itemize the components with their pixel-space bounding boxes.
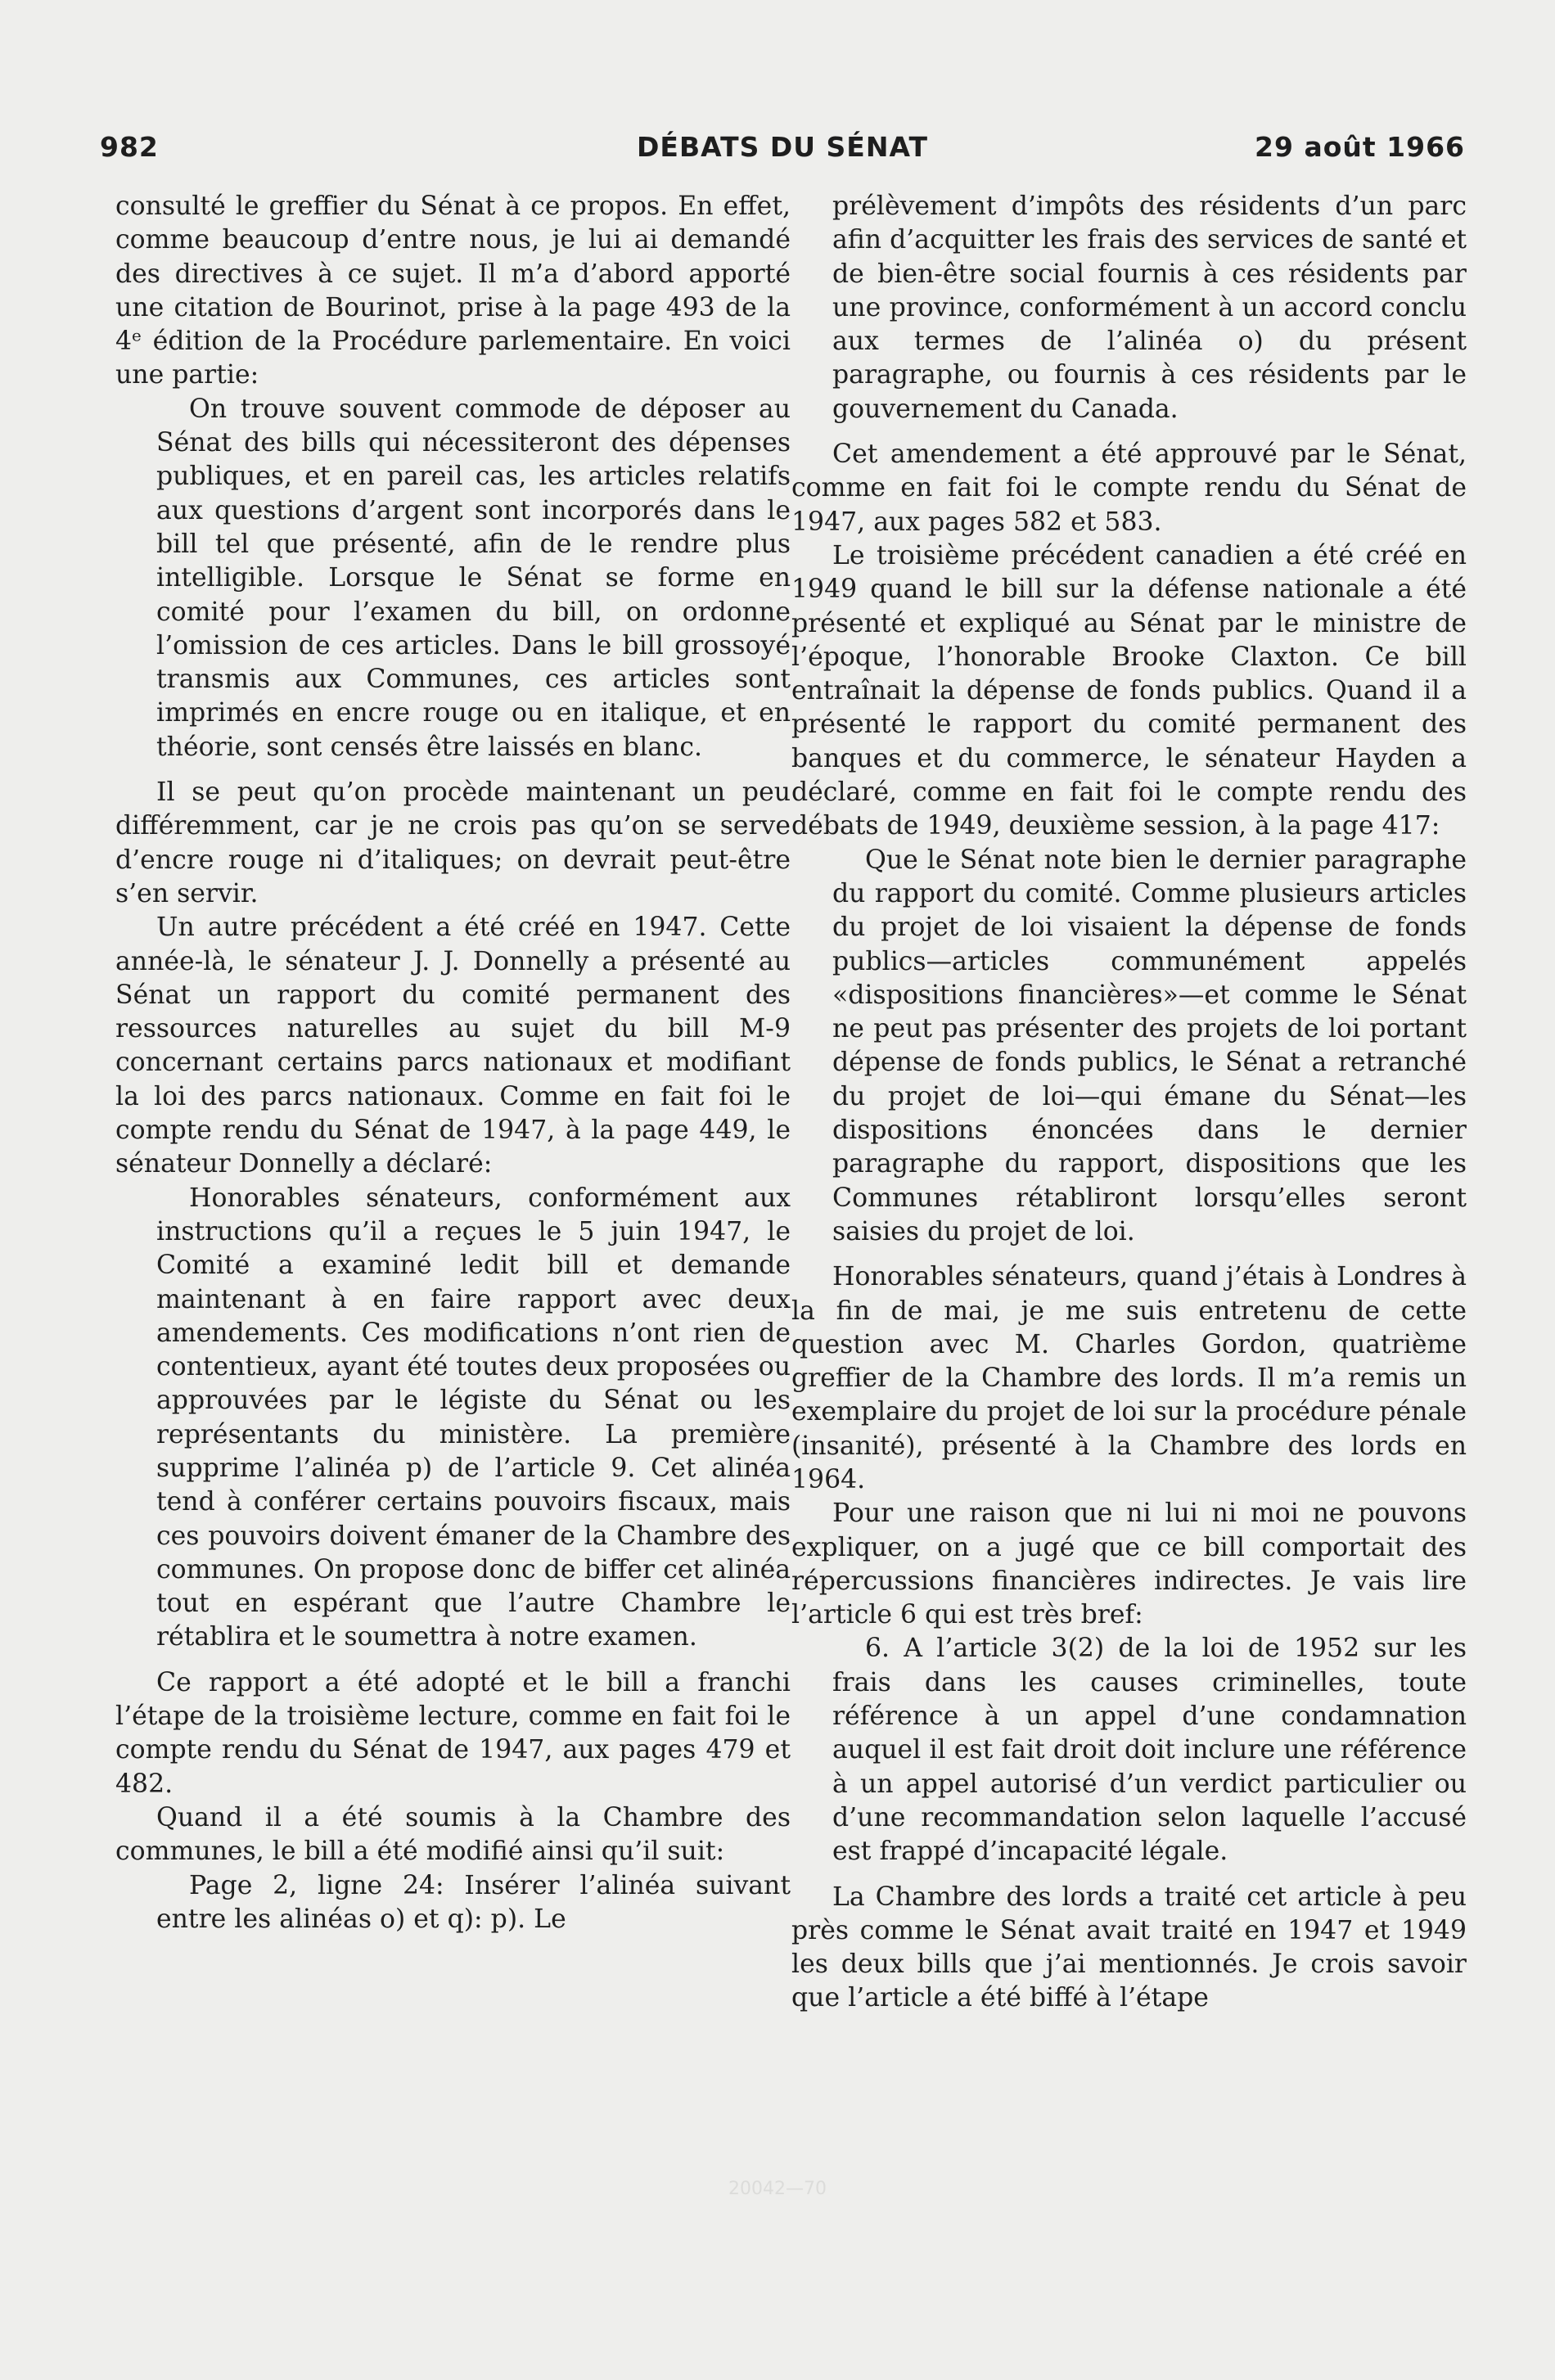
right-column	[791, 190, 1467, 2016]
left-column	[115, 190, 791, 1936]
paragraph: La Chambre des lords a traité cet article à peu près comme le Sénat avait traité en 1947 et 1949 les deux bills que j’ai mentionnés. Je crois savoir que l’article a été biffé à l’étape	[791, 1882, 1467, 2013]
page-number: 982	[100, 131, 159, 163]
paragraph: Il se peut qu’on procède maintenant un peu différemment, car je ne crois pas qu’on se serve d’encre rouge ni d’italiques; on devrait peut-être s’en servir.	[115, 778, 791, 908]
block-quote: Page 2, ligne 24: Insérer l’alinéa suivant entre les alinéas o) et q): p). Le	[156, 1870, 791, 1934]
paragraph: Pour une raison que ni lui ni moi ne pouvons expliquer, on a jugé que ce bill comportait des répercussions financières indirectes. Je vais lire l’article 6 qui est très bref:	[791, 1499, 1467, 1630]
page-header	[100, 131, 1465, 177]
paragraph: Quand il a été soumis à la Chambre des communes, le bill a été modifié ainsi qu’il suit:	[115, 1802, 791, 1867]
block-quote: Que le Sénat note bien le dernier paragraphe du rapport du comité. Comme plusieurs articles du projet de loi visaient la dépense de fonds publics—articles communément appelés «dispositions financières»—et comme le Sénat ne peut pas présenter des projets de loi portant dépense de fonds publics, le Sénat a retranché du projet de loi—qui émane du Sénat—les dispositions énoncées dans le dernier paragraphe du rapport, dispositions que les Communes rétabliront lorsqu’elles seront saisies du projet de loi.	[832, 845, 1467, 1246]
block-quote: On trouve souvent commode de déposer au Sénat des bills qui nécessiteront des dépenses publiques, et en pareil cas, les articles relatifs aux questions d’argent sont incorporés dans le bill tel que présenté, afin de le rendre plus intelligible. Lorsque le Sénat se forme en comité pour l’examen du bill, on ordonne l’omission de ces articles. Dans le bill grossoyé transmis aux Communes, ces articles sont imprimés en encre rouge ou en italique, et en théorie, sont censés être laissés en blanc.	[156, 394, 791, 762]
page-date: 29 août 1966	[1255, 131, 1465, 163]
paragraph: Un autre précédent a été créé en 1947. Cette année-là, le sénateur J. J. Donnelly a présenté au Sénat un rapport du comité permanent des ressources naturelles au sujet du bill M-9 concernant certains parcs nationaux et modifiant la loi des parcs nationaux. Comme en fait foi le compte rendu du Sénat de 1947, à la page 449, le sénateur Donnelly a déclaré:	[115, 913, 791, 1179]
running-title: DÉBATS DU SÉNAT	[637, 131, 928, 163]
paragraph: Cet amendement a été approuvé par le Sénat, comme en fait foi le compte rendu du Sénat de 1947, aux pages 582 et 583.	[791, 439, 1467, 537]
block-quote: 6. A l’article 3(2) de la loi de 1952 sur les frais dans les causes criminelles, toute référence à un appel d’une condamnation auquel il est fait droit doit inclure une référence à un appel autorisé d’un verdict particulier ou d’une recommandation selon laquelle l’accusé est frappé d’incapacité légale.	[832, 1634, 1467, 1867]
paragraph: Le troisième précédent canadien a été créé en 1949 quand le bill sur la défense nationale a été présenté et expliqué au Sénat par le ministre de l’époque, l’honorable Brooke Claxton. Ce bill entraînait la dépense de fonds publics. Quand il a présenté le rapport du comité permanent des banques et du commerce, le sénateur Hayden a déclaré, comme en fait foi le compte rendu des débats de 1949, deuxième session, à la page 417:	[791, 540, 1467, 841]
footer-mark: 20042—70	[728, 2179, 827, 2199]
block-quote: prélèvement d’impôts des résidents d’un parc afin d’acquitter les frais des services de santé et de bien-être social fournis à ces résidents par une province, conformément à un accord conclu aux termes de l’alinéa o) du présent paragraphe, ou fournis à ces résidents par le gouvernement du Canada.	[832, 192, 1467, 424]
paragraph: Honorables sénateurs, quand j’étais à Londres à la fin de mai, je me suis entretenu de cette question avec M. Charles Gordon, quatrième greffier de la Chambre des lords. Il m’a remis un exemplaire du projet de loi sur la procédure pénale (insanité), présenté à la Chambre des lords en 1964.	[791, 1262, 1467, 1494]
paragraph: Ce rapport a été adopté et le bill a franchi l’étape de la troisième lecture, comme en fait foi le compte rendu du Sénat de 1947, aux pages 479 et 482.	[115, 1667, 791, 1799]
block-quote: Honorables sénateurs, conformément aux instructions qu’il a reçues le 5 juin 1947, le Comité a examiné ledit bill et demande maintenant à en faire rapport avec deux amendements. Ces modifications n’ont rien de contentieux, ayant été toutes deux proposées ou approuvées par le légiste du Sénat ou les représentants du ministère. La première supprime l’alinéa p) de l’article 9. Cet alinéa tend à conférer certains pouvoirs fiscaux, mais ces pouvoirs doivent émaner de la Chambre des communes. On propose donc de biffer cet alinéa tout en espérant que l’autre Chambre le rétablira et le soumettra à notre examen.	[156, 1183, 791, 1652]
paragraph: consulté le greffier du Sénat à ce propos. En effet, comme beaucoup d’entre nous, je lui ai demandé des directives à ce sujet. Il m’a d’abord apporté une citation de Bourinot, prise à la page 493 de la 4ᵉ édition de la Procédure parlementaire. En voici une partie:	[115, 192, 791, 390]
